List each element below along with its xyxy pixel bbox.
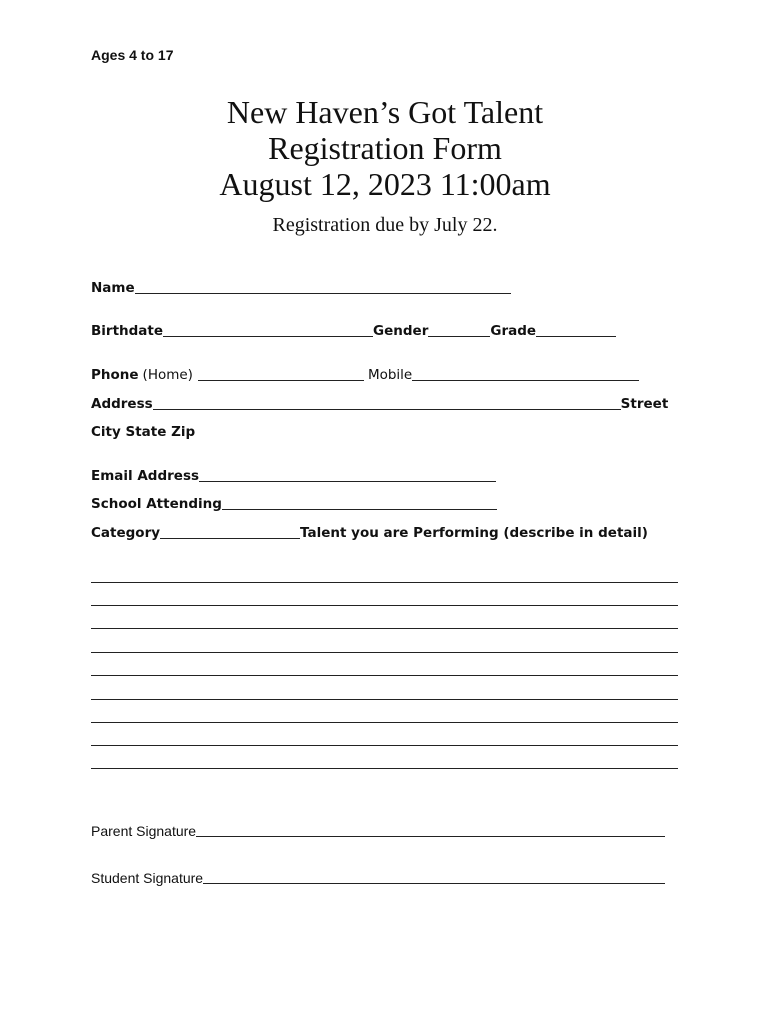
gender-field[interactable] [428,335,490,337]
parent-signature-row [91,823,665,839]
mobile-label: Mobile [367,367,413,383]
category-label: Category [91,525,161,541]
registration-due-note: Registration due by July 22. [272,214,498,236]
talent-description-line[interactable] [91,675,678,676]
mobile-phone-field[interactable] [412,379,639,381]
student-signature-label: Student Signature [91,870,204,886]
city-state-zip-row [91,424,195,440]
address-field[interactable] [153,408,621,410]
talent-label: Talent you are Performing (describe in detail) [300,525,648,541]
home-phone-field[interactable] [198,379,364,381]
address-label: Address [91,396,153,412]
parent-signature-label: Parent Signature [91,823,197,839]
city-state-zip-label: City State Zip [91,424,196,440]
email-row [91,468,496,484]
age-range-note: Ages 4 to 17 [91,47,174,63]
form-title [0,94,770,237]
street-label: Street [620,396,669,412]
talent-description-line[interactable] [91,745,678,746]
phone-label: Phone [91,367,139,383]
talent-description-line[interactable] [91,605,678,606]
email-label: Email Address [91,468,200,484]
name-field[interactable] [135,292,511,294]
talent-description-line[interactable] [91,768,678,769]
title-line-2: Registration Form [268,130,502,166]
name-row [91,280,511,296]
talent-description-line[interactable] [91,652,678,653]
student-signature-row [91,870,665,886]
category-field[interactable] [160,537,300,539]
talent-description-line[interactable] [91,628,678,629]
phone-home-label: (Home) [142,367,193,383]
parent-signature-field[interactable] [196,835,665,837]
school-label: School Attending [91,496,222,512]
gender-label: Gender [373,323,429,339]
category-row [91,525,648,541]
address-row [91,396,668,412]
email-field[interactable] [199,480,496,482]
talent-description-line[interactable] [91,582,678,583]
grade-label: Grade [490,323,537,339]
school-row [91,496,497,512]
birthdate-label: Birthdate [91,323,164,339]
title-line-3: August 12, 2023 11:00am [219,166,551,202]
title-line-1: New Haven’s Got Talent [226,94,544,130]
talent-description-line[interactable] [91,722,678,723]
student-signature-field[interactable] [203,882,665,884]
talent-description-line[interactable] [91,699,678,700]
grade-field[interactable] [536,335,616,337]
birthdate-field[interactable] [163,335,373,337]
phone-row [91,367,639,383]
name-label: Name [91,280,135,296]
school-field[interactable] [222,508,497,510]
birthdate-row [91,323,616,339]
